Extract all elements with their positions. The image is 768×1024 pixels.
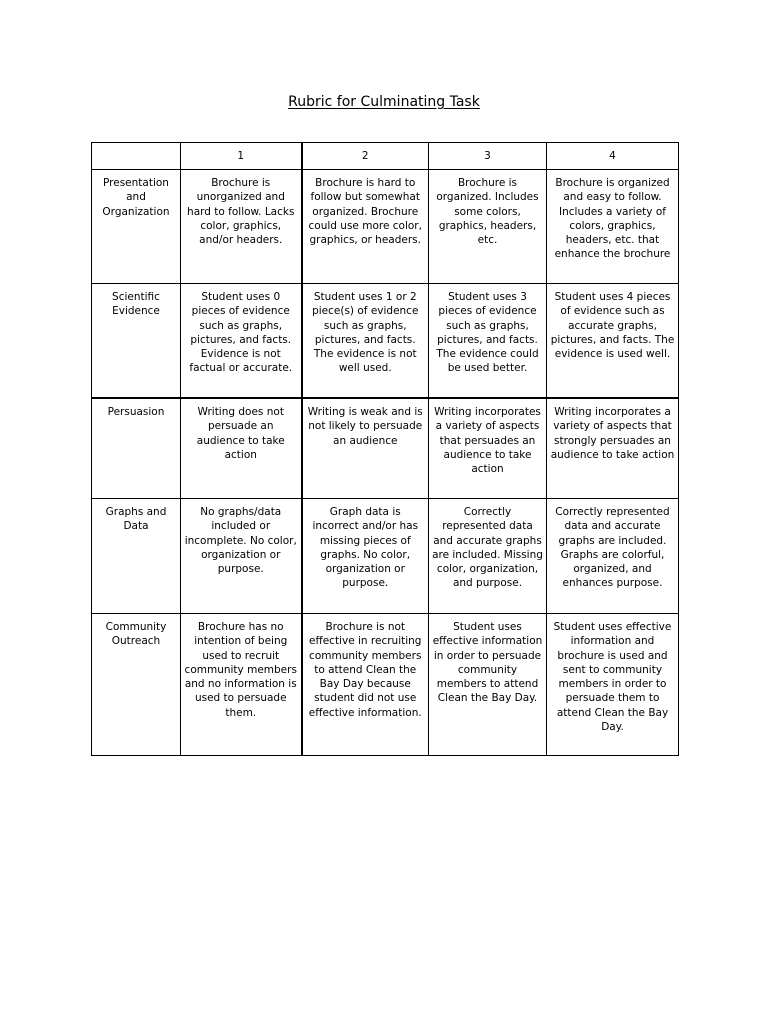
rubric-cell: Brochure has no intention of being used to recruit community members and no information is used to persuade them. <box>181 614 302 756</box>
rubric-cell: Student uses 3 pieces of evidence such as graphs, pictures, and facts. The evidence could be used better. <box>429 284 547 399</box>
rubric-cell: Student uses 1 or 2 piece(s) of evidence such as graphs, pictures, and facts. The evidence is not well used. <box>302 284 429 399</box>
rubric-cell: Student uses 0 pieces of evidence such as graphs, pictures, and facts. Evidence is not factual or accurate. <box>181 284 302 399</box>
table-row <box>92 284 679 399</box>
rubric-cell: Brochure is hard to follow but somewhat organized. Brochure could use more color, graphics, or headers. <box>302 170 429 284</box>
rubric-cell: Writing does not persuade an audience to take action <box>181 398 302 499</box>
rubric-cell: Student uses effective information in order to persuade community members to attend Clean the Bay Day. <box>429 614 547 756</box>
table-row <box>92 170 679 284</box>
rubric-table <box>91 142 679 756</box>
rubric-cell: Writing incorporates a variety of aspects that persuades an audience to take action <box>429 398 547 499</box>
rubric-cell: No graphs/data included or incomplete. No color, organization or purpose. <box>181 499 302 614</box>
header-cell-score-4: 4 <box>547 143 679 170</box>
criterion-label: Persuasion <box>92 398 181 499</box>
rubric-cell: Brochure is unorganized and hard to follow. Lacks color, graphics, and/or headers. <box>181 170 302 284</box>
rubric-cell: Student uses effective information and brochure is used and sent to community members in order to persuade them to attend Clean the Bay Day. <box>547 614 679 756</box>
criterion-label: Community Outreach <box>92 614 181 756</box>
rubric-cell: Correctly represented data and accurate graphs are included. Graphs are colorful, organized, and enhances purpose. <box>547 499 679 614</box>
rubric-cell: Brochure is organized and easy to follow. Includes a variety of colors, graphics, headers, etc. that enhance the brochure <box>547 170 679 284</box>
table-row <box>92 398 679 499</box>
header-cell-score-2: 2 <box>302 143 429 170</box>
table-row <box>92 499 679 614</box>
rubric-cell: Student uses 4 pieces of evidence such as accurate graphs, pictures, and facts. The evidence is used well. <box>547 284 679 399</box>
rubric-cell: Writing incorporates a variety of aspects that strongly persuades an audience to take action <box>547 398 679 499</box>
table-row <box>92 614 679 756</box>
rubric-cell: Writing is weak and is not likely to persuade an audience <box>302 398 429 499</box>
rubric-cell: Graph data is incorrect and/or has missing pieces of graphs. No color, organization or purpose. <box>302 499 429 614</box>
header-row <box>92 143 679 170</box>
header-cell-blank <box>92 143 181 170</box>
criterion-label: Graphs and Data <box>92 499 181 614</box>
header-cell-score-3: 3 <box>429 143 547 170</box>
criterion-label: Presentation and Organization <box>92 170 181 284</box>
header-cell-score-1: 1 <box>181 143 302 170</box>
page-title: Rubric for Culminating Task <box>288 94 480 110</box>
rubric-cell: Brochure is not effective in recruiting community members to attend Clean the Bay Day because student did not use effective information. <box>302 614 429 756</box>
criterion-label: Scientific Evidence <box>92 284 181 399</box>
rubric-cell: Brochure is organized. Includes some colors, graphics, headers, etc. <box>429 170 547 284</box>
rubric-cell: Correctly represented data and accurate graphs are included. Missing color, organization, and purpose. <box>429 499 547 614</box>
